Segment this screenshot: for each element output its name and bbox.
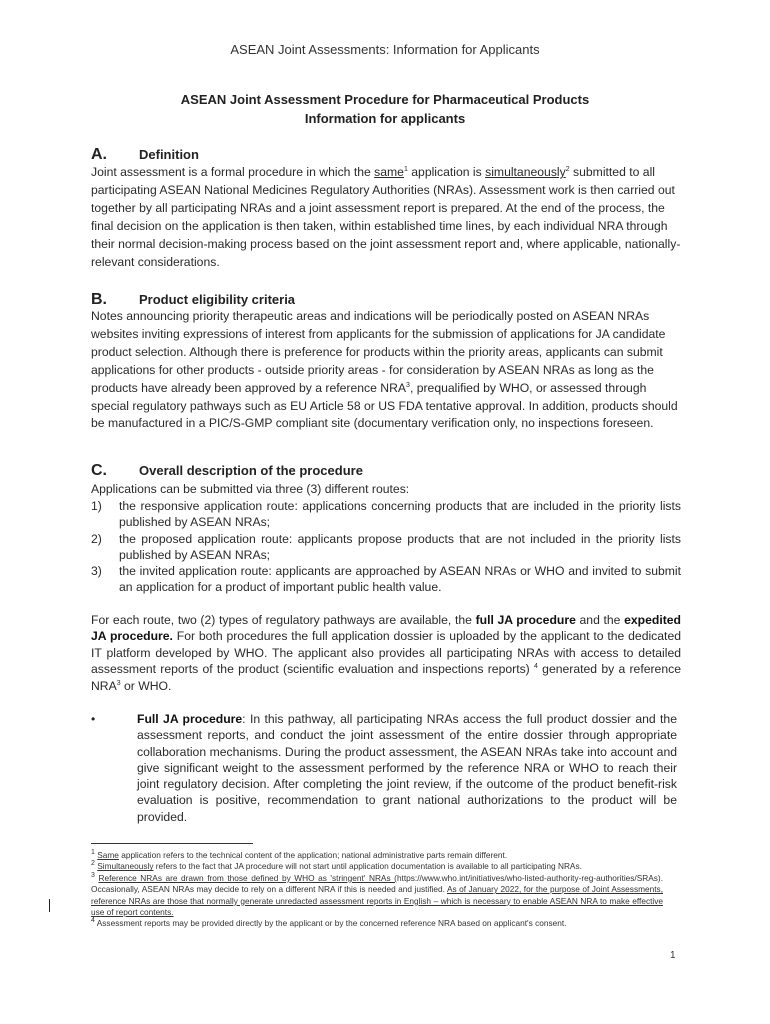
section-title: Product eligibility criteria xyxy=(139,292,296,307)
list-text: the proposed application route: applicants propose products that are not included in the priority lists published by ASEAN NRAs; xyxy=(119,532,681,563)
section-letter: B. xyxy=(91,291,107,308)
footnote-ref: 2 xyxy=(565,165,570,173)
simultaneously-term: simultaneously xyxy=(485,165,566,179)
section-b-heading xyxy=(91,291,295,309)
bullet-icon: • xyxy=(91,712,96,726)
footnote-3 xyxy=(91,873,663,919)
text-run: Notes announcing priority therapeutic areas and indications will be periodically posted on ASEAN NRAs websites inviting expressions of interest from applicants for the submission of applications for JA candidate product selection. Although there is preference for products within the priority areas, applicants can submit applications for other products - outside priority areas - for consideration by ASEAN NRAs as long as the products have already been approved by a reference NRA xyxy=(91,309,666,395)
text-run: , prequalified by WHO, or assessed through special regulatory pathways such as EU Article 58 or US FDA tentative approval. In addition, products should be manufactured in a PIC/S-GMP compliant site (documentary verification only, no inspections foreseen. xyxy=(91,380,678,431)
section-a-heading xyxy=(91,146,199,164)
list-text: the responsive application route: applications concerning products that are included in the priority lists published by ASEAN NRAs; xyxy=(119,499,681,530)
footnote-separator xyxy=(91,843,253,844)
title-line-1: ASEAN Joint Assessment Procedure for Pharmaceutical Products xyxy=(180,92,590,107)
section-a-paragraph xyxy=(91,164,681,271)
list-text: the invited application route: applicants are approached by ASEAN NRAs or WHO and invited to submit an application for a product of important public health value. xyxy=(119,564,681,595)
footnote-text: https://www.who.int/initiatives/who-listed-authority-reg-authorities/SRAs). Occasionally, ASEAN NRAs may decide to rely on a different NRA if this is needed and justified. xyxy=(91,872,664,895)
section-c-intro: Applications can be submitted via three (3) different routes: xyxy=(91,482,410,496)
footnote-text: refers to the fact that JA procedure will not start until application documentation is available to all participating NRAs. xyxy=(153,861,582,872)
full-ja-bullet-paragraph xyxy=(137,711,677,825)
title-line-2: Information for applicants xyxy=(304,111,466,126)
footnote-text: As of January 2022, for the purpose of Joint Assessments, reference NRAs are those that normally generate unredacted assessment reports in English – which is necessary to enable ASEAN NRA to make effective use of report contents. xyxy=(91,884,663,918)
footnotes xyxy=(91,850,663,930)
text-run: and the xyxy=(575,613,625,627)
list-item xyxy=(91,498,681,531)
full-ja-term: full JA procedure xyxy=(475,613,576,627)
list-number: 2) xyxy=(91,532,102,546)
section-letter: A. xyxy=(91,146,107,163)
footnote-number: 4 xyxy=(91,917,95,925)
list-item xyxy=(91,563,681,596)
full-ja-bullet-term: Full JA procedure xyxy=(137,712,243,726)
text-run: generated by a reference NRA xyxy=(91,662,681,693)
footnote-text: Assessment reports may be provided directly by the applicant or by the concerned reference NRA based on applicant's consent. xyxy=(94,918,567,929)
text-run: Joint assessment is a formal procedure in which the xyxy=(91,165,375,179)
footnote-2 xyxy=(91,861,663,872)
footnote-number: 3 xyxy=(91,872,95,880)
running-header: ASEAN Joint Assessments: Information for Applicants xyxy=(230,42,540,57)
footnote-text: Reference NRAs are drawn from those defined by WHO as 'stringent' NRAs ( xyxy=(98,872,397,883)
list-number: 1) xyxy=(91,499,102,513)
footnote-text: application refers to the technical content of the application; national administrative parts remain different. xyxy=(118,850,508,860)
text-run: For both procedures the full application dossier is uploaded by the applicant to the dedicated IT platform developed by WHO. The applicant also provides all participating NRAs with access to detailed assessment reports of the product (scientific evaluation and inspections reports) xyxy=(91,629,681,677)
expedited-ja-term: expedited JA procedure. xyxy=(91,613,682,644)
footnote-term: Same xyxy=(97,850,119,860)
section-title: Overall description of the procedure xyxy=(139,463,363,478)
section-title: Definition xyxy=(139,147,199,162)
footnote-1 xyxy=(91,850,663,861)
text-run: : In this pathway, all participating NRAs access the full product dossier and the assessment reports, and conduct the joint assessment of the entire dossier through appropriate collaboration mechanisms. During the product assessment, the ASEAN NRAs take into account and give significant weight to the assessment performed by the reference NRA or WHO to reach their joint regulatory decision. After completing the joint review, if the outcome of the product benefit-risk evaluation is positive, recommendation to grant national authorizations to the product will be provided. xyxy=(137,712,677,824)
footnote-4 xyxy=(91,918,663,929)
list-number: 3) xyxy=(91,564,102,578)
footnote-ref: 1 xyxy=(403,165,408,173)
text-run: For each route, two (2) types of regulatory pathways are available, the xyxy=(91,613,476,627)
footnote-term: Simultaneously xyxy=(97,861,154,872)
text-run: application is xyxy=(407,165,486,179)
list-item xyxy=(91,531,681,564)
text-run: or WHO. xyxy=(120,678,172,693)
footnote-ref: 3 xyxy=(116,679,121,687)
document-title xyxy=(0,90,770,128)
same-term: same xyxy=(374,165,404,179)
section-b-paragraph xyxy=(91,308,681,433)
page-number: 1 xyxy=(670,950,676,961)
section-c-heading xyxy=(91,462,363,480)
footnote-ref: 3 xyxy=(406,381,410,389)
footnote-number: 2 xyxy=(91,860,95,868)
text-run: submitted to all participating ASEAN National Medicines Regulatory Authorities (NRAs). Assessment work is then carried out together by all participating NRAs and a joint assessment report is prepared. At the end of the process, the final decision on the application is then taken, within established time lines, by each individual NRA through their normal decision-making process based on the joint assessment report and, where applicable, nationally-relevant considerations. xyxy=(91,165,681,269)
pathways-paragraph xyxy=(91,612,681,694)
change-bar xyxy=(49,899,50,912)
section-letter: C. xyxy=(91,462,107,479)
footnote-number: 1 xyxy=(91,849,95,857)
footnote-ref: 4 xyxy=(534,663,538,671)
